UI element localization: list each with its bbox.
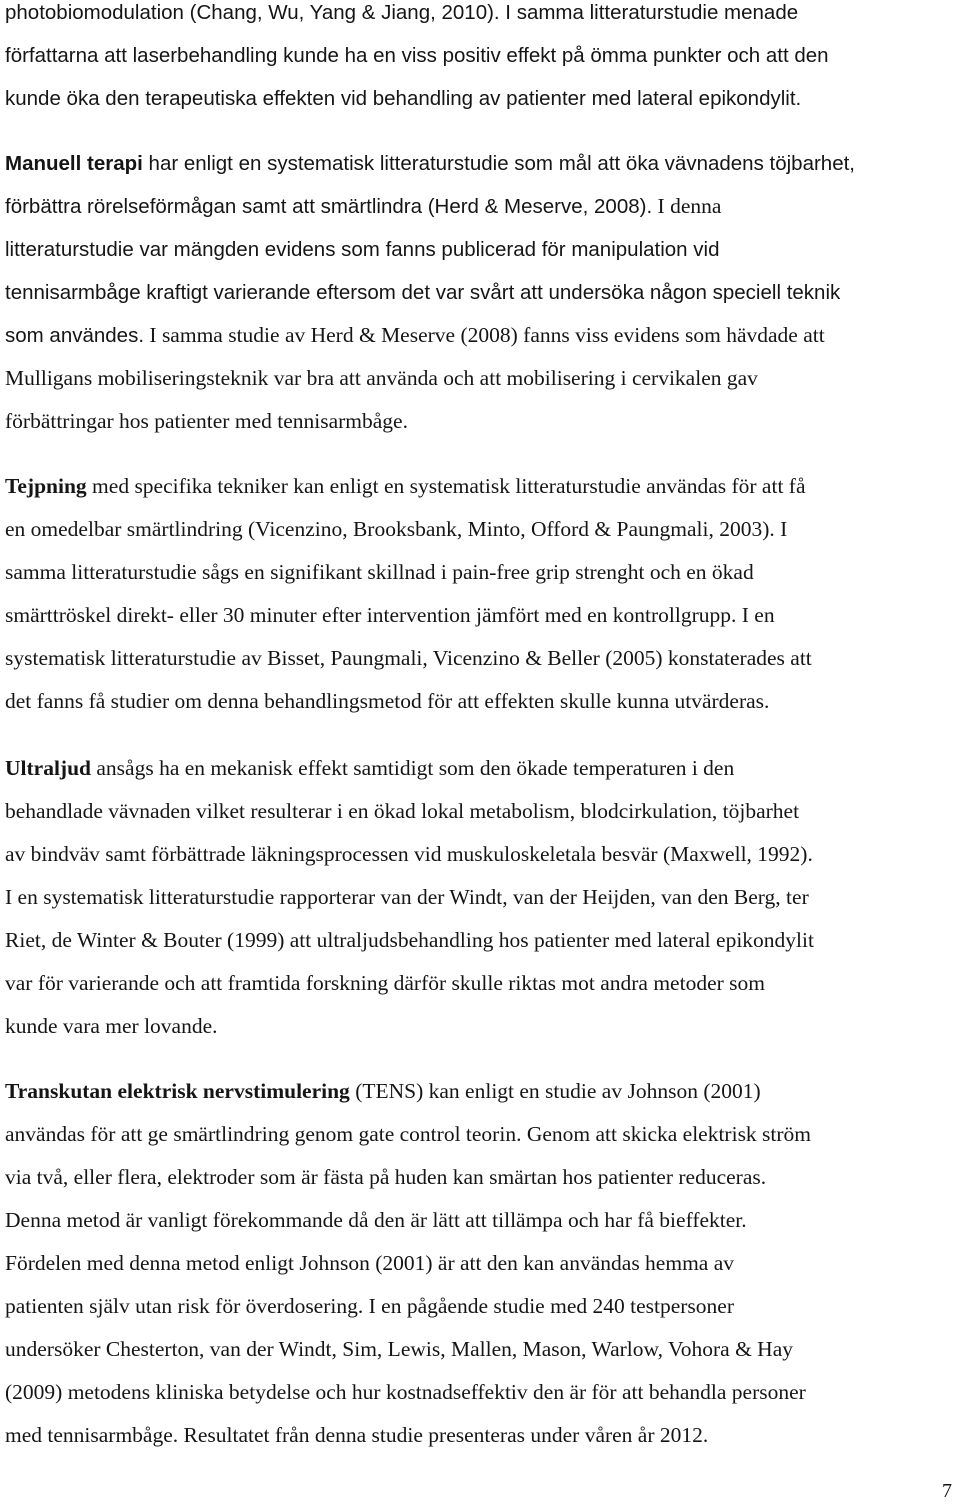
text-segment: patienten själv utan risk för överdosering. I en pågående studie med 240 testpersoner: [5, 1294, 734, 1318]
text-segment: med tennisarmbåge. Resultatet från denna studie presenteras under våren år 2012.: [5, 1423, 709, 1447]
text-segment: kunde öka den terapeutiska effekten vid behandling av patienter med lateral epikondylit.: [5, 87, 802, 110]
text-line: [5, 1425, 708, 1447]
text-segment: (2009) metodens kliniska betydelse och hur kostnadseffektiv den är för att behandla personer: [5, 1380, 806, 1404]
text-line: [5, 605, 775, 627]
text-segment: har enligt en systematisk litteraturstudie som mål att öka vävnadens töjbarhet,: [142, 152, 855, 175]
bold-term: Transkutan elektrisk nervstimulering: [5, 1079, 350, 1103]
text-segment: förbättra rörelseförmågan samt att smärtlindra (Herd & Meserve, 2008).: [5, 195, 653, 218]
text-line: [5, 930, 814, 952]
text-line: [5, 282, 840, 304]
text-line: [5, 1124, 811, 1146]
text-segment: Fördelen med denna metod enligt Johnson (2001) är att den kan användas hemma av: [5, 1251, 735, 1275]
text-line: [5, 973, 765, 995]
text-line: [5, 1081, 761, 1103]
text-segment: en omedelbar smärtlindring (Vicenzino, Brooksbank, Minto, Offord & Paungmali, 2003). I: [5, 517, 788, 541]
text-segment: photobiomodulation (Chang, Wu, Yang & Jiang, 2010). I samma litteraturstudie menade: [5, 1, 799, 24]
text-segment: samma litteraturstudie sågs en signifikant skillnad i pain-free grip strenght och en ökad: [5, 560, 754, 584]
text-segment: smärttröskel direkt- eller 30 minuter efter intervention jämfört med en kontrollgrupp. I en: [5, 603, 775, 627]
text-line: [5, 196, 721, 218]
text-line: [5, 1167, 766, 1189]
text-line: [5, 1382, 806, 1404]
text-segment: undersöker Chesterton, van der Windt, Sim, Lewis, Mallen, Mason, Warlow, Vohora & Hay: [5, 1337, 794, 1361]
text-segment: förbättringar hos patienter med tennisarmbåge.: [5, 409, 408, 433]
text-segment: (TENS) kan enligt en studie av Johnson (2001): [349, 1079, 761, 1103]
text-line: [5, 648, 812, 670]
text-line: [5, 1339, 793, 1361]
text-line: [5, 368, 758, 390]
text-segment: det fanns få studier om denna behandlingsmetod för att effekten skulle kunna utvärderas.: [5, 689, 770, 713]
text-line: [5, 153, 855, 175]
text-line: [5, 239, 719, 261]
text-segment: I en systematisk litteraturstudie rapporterar van der Windt, van der Heijden, van den Berg, ter: [5, 885, 809, 909]
text-line: [5, 887, 809, 909]
text-line: [5, 1296, 734, 1318]
text-segment: var för varierande och att framtida forskning därför skulle riktas mot andra metoder som: [5, 971, 765, 995]
text-segment: systematisk litteraturstudie av Bisset, Paungmali, Vicenzino & Beller (2005) konstaterades att: [5, 646, 812, 670]
text-line: [5, 1210, 747, 1232]
text-line: [5, 801, 799, 823]
bold-term: Tejpning: [5, 474, 87, 498]
text-line: [5, 411, 408, 433]
text-segment: tennisarmbåge kraftigt varierande eftersom det var svårt att undersöka någon speciell teknik: [5, 281, 841, 304]
text-segment: ansågs ha en mekanisk effekt samtidigt som den ökade temperaturen i den: [91, 756, 735, 780]
text-segment: av bindväv samt förbättrade läkningsprocessen vid muskuloskeletala besvär (Maxwell, 1992).: [5, 842, 813, 866]
text-segment: som användes.: [5, 324, 145, 347]
text-segment: via två, eller flera, elektroder som är fästa på huden kan smärtan hos patienter reduceras.: [5, 1165, 767, 1189]
text-line: [5, 562, 754, 584]
text-segment: Denna metod är vanligt förekommande då den är lätt att tillämpa och har få bieffekter.: [5, 1208, 747, 1232]
text-segment: Riet, de Winter & Bouter (1999) att ultraljudsbehandling hos patienter med lateral epikondylit: [5, 928, 814, 952]
text-line: [5, 1253, 734, 1275]
text-line: [5, 691, 769, 713]
bold-term: Manuell terapi: [5, 152, 143, 175]
text-line: [5, 1016, 218, 1038]
bold-term: Ultraljud: [5, 756, 91, 780]
page-number: 7: [942, 1480, 952, 1502]
text-segment: användas för att ge smärtlindring genom gate control teorin. Genom att skicka elektrisk ström: [5, 1122, 812, 1146]
text-segment: Mulligans mobiliseringsteknik var bra att använda och att mobilisering i cervikalen gav: [5, 366, 758, 390]
text-segment: med specifika tekniker kan enligt en systematisk litteraturstudie användas för att få: [86, 474, 806, 498]
text-line: [5, 2, 798, 24]
text-line: [5, 519, 787, 541]
text-line: [5, 844, 813, 866]
text-line: [5, 325, 825, 347]
text-line: [5, 88, 801, 110]
text-segment: behandlade vävnaden vilket resulterar i en ökad lokal metabolism, blodcirkulation, töjbarhet: [5, 799, 800, 823]
text-line: [5, 45, 829, 67]
text-segment: I samma studie av Herd & Meserve (2008) fanns viss evidens som hävdade att: [144, 323, 825, 347]
text-segment: I denna: [652, 194, 722, 218]
text-line: [5, 758, 734, 780]
text-segment: kunde vara mer lovande.: [5, 1014, 218, 1038]
text-segment: litteraturstudie var mängden evidens som fanns publicerad för manipulation vid: [5, 238, 720, 261]
text-line: [5, 476, 806, 498]
text-segment: författarna att laserbehandling kunde ha en viss positiv effekt på ömma punkter och att den: [5, 44, 829, 67]
